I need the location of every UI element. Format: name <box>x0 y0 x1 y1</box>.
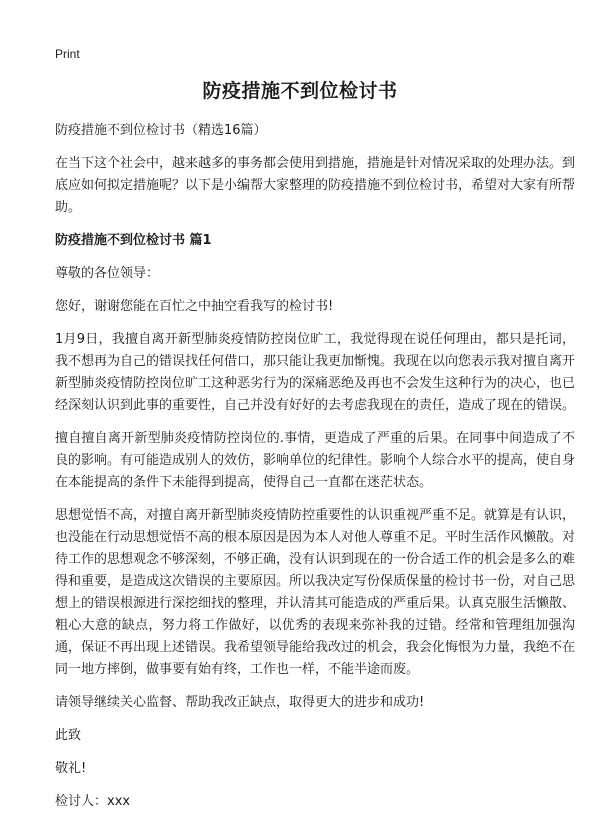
salute-line: 敬礼! <box>55 761 87 776</box>
signature-line: 检讨人：xxx <box>55 794 131 809</box>
greeting: 您好，谢谢您能在百忙之中抽空看我写的检讨书! <box>55 299 334 314</box>
body-paragraph: 思想觉悟不高，对擅自离开新型肺炎疫情防控重要性的认识重视严重不足。就算是有认识，也没能在行动思想觉悟不高的根本原因是因为本人对他人尊重不足。平时生活作风懒散。对待工作的思想观念不够深刻，不够正确，没有认识到现在的一份合适工作的机会是多么的难得和重要，是造成这次错误的主要原因。所以我决定写份保质保量的检讨书一份，对自己思想上的错误根源进行深挖细找的整理，并认清其可能造成的严重后果。认真克服生活懒散、粗心大意的缺点，努力将工作做好，以优秀的表现来弥补我的过错。经常和管理组加强沟通，保证不再出现上述错误。我希望领导能给我改过的机会，我会化悔恨为力量，我绝不在同一地方摔倒，做事要有始有终，工作也一样，不能半途而废。 <box>55 508 576 677</box>
document-title: 防疫措施不到位检讨书 <box>202 80 398 102</box>
body-paragraph: 1月9日，我擅自离开新型肺炎疫情防控岗位旷工，我觉得现在说任何理由，都只是托词，我不想再为自己的错误找任何借口，那只能让我更加惭愧。我现在以向您表示我对擅自离开新型肺炎疫情防控岗位旷工这种恶劣行为的深痛恶绝及再也不会发生这种行为的决心，也已经深刻认识到此事的重要性，自己并没有好好的去考虑我现在的责任，造成了现在的错误。 <box>55 332 576 413</box>
document-body <box>55 120 575 824</box>
section-heading: 防疫措施不到位检讨书 篇1 <box>55 233 212 248</box>
body-paragraph: 擅自擅自离开新型肺炎疫情防控岗位的.事情，更造成了严重的后果。在同事中间造成了不良的影响。有可能造成别人的效仿，影响单位的纪律性。影响个人综合水平的提高，使自身在本能提高的条件下未能得到提高，使得自己一直都在迷茫状态。 <box>55 431 576 490</box>
salutation: 尊敬的各位领导： <box>55 266 160 281</box>
body-paragraph: 请领导继续关心监督、帮助我改正缺点，取得更大的进步和成功! <box>55 695 425 710</box>
closing-line: 此致 <box>55 728 82 743</box>
intro-paragraph: 在当下这个社会中，越来越多的事务都会使用到措施，措施是针对情况采取的处理办法。到底应如何拟定措施呢？以下是小编帮大家整理的防疫措施不到位检讨书，希望对大家有所帮助。 <box>55 156 576 215</box>
subtitle: 防疫措施不到位检讨书（精选16篇） <box>55 123 267 138</box>
print-link[interactable]: Print <box>55 47 80 61</box>
